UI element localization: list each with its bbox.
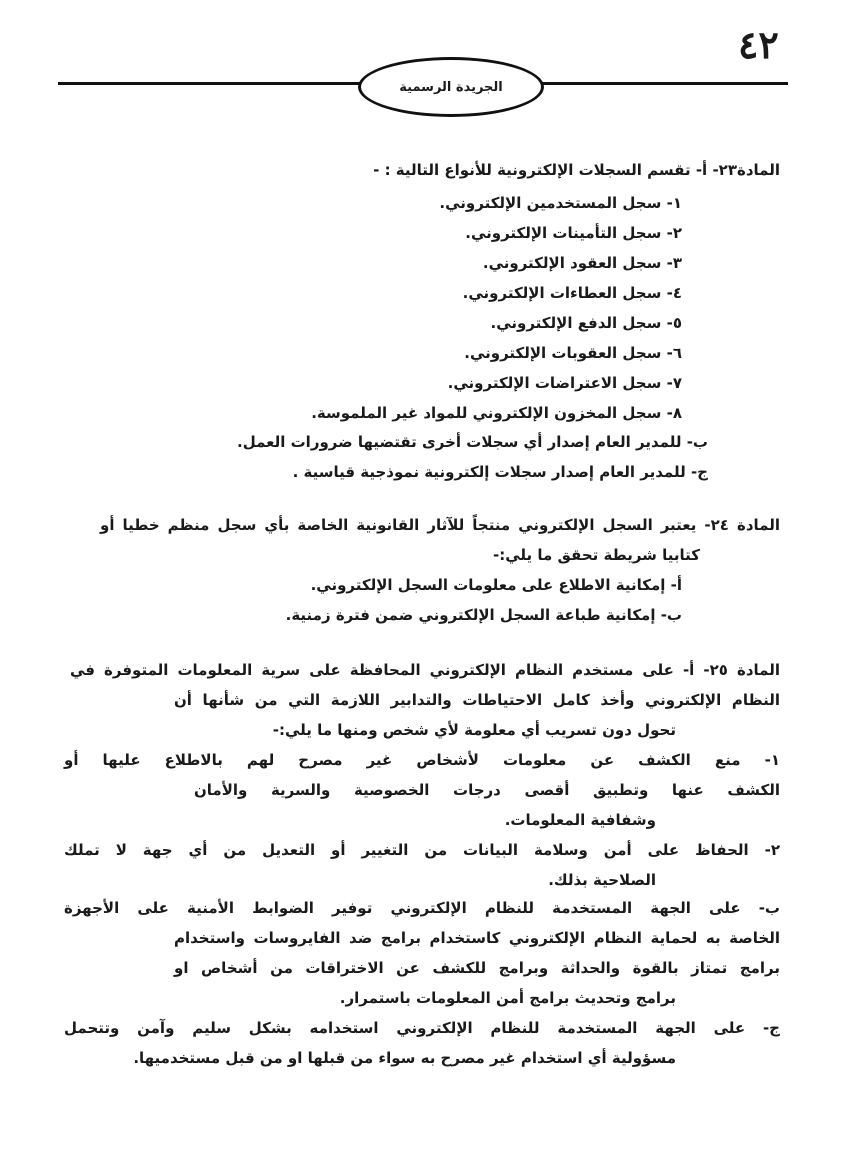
- item-text: سجل المستخدمين الإلكتروني.: [439, 194, 662, 212]
- article-24-line: كتابيا شريطة تحقق ما يلي:-: [492, 546, 700, 564]
- article-23-item: [448, 373, 682, 393]
- article-23-item: [491, 313, 682, 333]
- article-23-heading: [373, 160, 780, 180]
- article-25-item-2: [64, 840, 780, 860]
- article-23-clause-c: ج- للمدير العام إصدار سجلات إلكترونية نموذجية قياسية .: [292, 463, 708, 481]
- article-25-line: الصلاحية بذلك.: [548, 871, 656, 889]
- item-text: الحفاظ على أمن وسلامة البيانات من التغيير أو التعديل من أي جهة لا تملك: [64, 841, 749, 859]
- article-23-label: المادة٢٣-: [712, 161, 780, 179]
- item-number: ٤-: [666, 284, 682, 302]
- article-23-clause-b: ب- للمدير العام إصدار أي سجلات أخرى تقتضيها ضرورات العمل.: [237, 433, 708, 451]
- item-text: سجل الاعتراضات الإلكتروني.: [447, 374, 662, 392]
- item-text: منع الكشف عن معلومات لأشخاص غير مصرح لهم بالاطلاع عليها أو: [64, 751, 741, 769]
- article-25-text: على مستخدم النظام الإلكتروني المحافظة على سرية المعلومات المتوفرة في: [70, 661, 674, 679]
- article-25-line: الخاصة به لحماية النظام الإلكتروني كاستخدام برامج ضد الفايروسات واستخدام: [174, 929, 780, 947]
- item-text: سجل العطاءات الإلكتروني.: [462, 284, 662, 302]
- article-24-label: المادة ٢٤-: [704, 516, 780, 534]
- article-25-line: تحول دون تسريب أي معلومة لأي شخص ومنها ما يلي:-: [272, 721, 676, 739]
- item-text: سجل الدفع الإلكتروني.: [490, 314, 662, 332]
- gazette-title-oval: [358, 57, 544, 117]
- item-text: سجل العقوبات الإلكتروني.: [464, 344, 662, 362]
- article-25-line: وشفافية المعلومات.: [504, 811, 656, 829]
- item-number: ٢-: [764, 841, 780, 859]
- article-24-line: [100, 515, 780, 535]
- article-25-line: مسؤولية أي استخدام غير مصرح به سواء من قبلها او من قبل مستخدميها.: [133, 1049, 676, 1067]
- article-23-clause-a-label: أ-: [695, 161, 708, 179]
- gazette-title: الجريدة الرسمية: [399, 79, 503, 95]
- item-number: ١-: [666, 194, 682, 212]
- item-number: ٧-: [666, 374, 682, 392]
- item-number: ٨-: [666, 404, 682, 422]
- item-number: ٥-: [666, 314, 682, 332]
- item-number: ١-: [764, 751, 780, 769]
- item-text: سجل التأمينات الإلكتروني.: [465, 224, 662, 242]
- article-24-item-b: ب- إمكانية طباعة السجل الإلكتروني ضمن فترة زمنية.: [285, 606, 682, 624]
- article-25-line: النظام الإلكتروني وأخذ كامل الاحتياطات والتدابير اللازمة التي من شأنها أن: [174, 691, 780, 709]
- article-23-item: [439, 193, 682, 213]
- article-25-clause-c: ج- على الجهة المستخدمة للنظام الإلكتروني استخدامه بشكل سليم وآمن وتتحمل: [64, 1019, 780, 1037]
- article-25-clause-b: ب- على الجهة المستخدمة للنظام الإلكتروني توفير الضوابط الأمنية على الأجهزة: [64, 899, 780, 917]
- article-23-item: [465, 223, 682, 243]
- article-25-item-1: [64, 750, 780, 770]
- article-23-item: [311, 403, 682, 423]
- article-23-item: [463, 283, 682, 303]
- item-number: ٢-: [666, 224, 682, 242]
- article-24-item-a: أ- إمكانية الاطلاع على معلومات السجل الإلكتروني.: [310, 576, 682, 594]
- article-25-line: الكشف عنها وتطبيق أقصى درجات الخصوصية والسرية والأمان: [194, 781, 780, 799]
- article-25-line: [70, 660, 780, 680]
- item-text: سجل المخزون الإلكتروني للمواد غير الملموسة.: [311, 404, 662, 422]
- page-number: ٤٢: [738, 22, 779, 67]
- article-25-line: برامج تمتاز بالقوة والحداثة وبرامج للكشف عن الاختراقات من أشخاص او: [174, 959, 780, 977]
- item-number: ٦-: [666, 344, 682, 362]
- article-23-intro: تقسم السجلات الإلكترونية للأنواع التالية : -: [373, 161, 691, 179]
- article-24-text: يعتبر السجل الإلكتروني منتجاً للآثار القانونية الخاصة بأي سجل منظم خطيا أو: [100, 516, 697, 534]
- article-23-item: [464, 343, 682, 363]
- article-23-item: [483, 253, 682, 273]
- item-number: ٣-: [666, 254, 682, 272]
- item-text: سجل العقود الإلكتروني.: [482, 254, 662, 272]
- article-25-label: المادة ٢٥- أ-: [682, 661, 780, 679]
- article-25-line: برامج وتحديث برامج أمن المعلومات باستمرار.: [339, 989, 676, 1007]
